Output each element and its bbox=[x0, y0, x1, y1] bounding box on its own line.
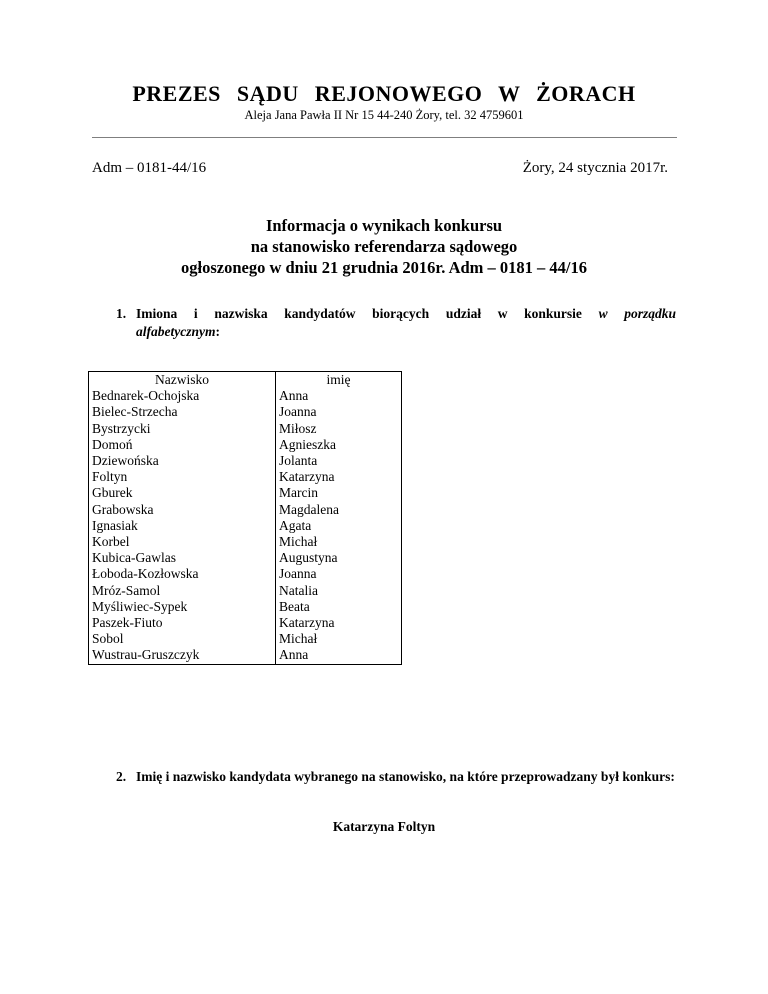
surname-cell: Sobol bbox=[89, 631, 276, 647]
table-row bbox=[89, 485, 402, 501]
surname-cell: Wustrau-Gruszczyk bbox=[89, 647, 276, 664]
first-name-cell: Katarzyna bbox=[276, 469, 402, 485]
surname-cell: Grabowska bbox=[89, 502, 276, 518]
table-row bbox=[89, 631, 402, 647]
document-title bbox=[0, 215, 768, 278]
first-name-cell: Augustyna bbox=[276, 550, 402, 566]
table-row bbox=[89, 566, 402, 582]
table-row bbox=[89, 534, 402, 550]
court-header-title: PREZES SĄDU REJONOWEGO W ŻORACH bbox=[132, 81, 636, 106]
case-number: Adm – 0181-44/16 bbox=[92, 160, 207, 176]
table-row bbox=[89, 599, 402, 615]
place-date: Żory, 24 stycznia 2017r. bbox=[522, 160, 668, 176]
first-name-cell: Katarzyna bbox=[276, 615, 402, 631]
first-name-cell: Agata bbox=[276, 518, 402, 534]
first-name-cell: Magdalena bbox=[276, 502, 402, 518]
surname-cell: Paszek-Fiuto bbox=[89, 615, 276, 631]
court-address: Aleja Jana Pawła II Nr 15 44-240 Żory, tel. 32 4759601 bbox=[244, 108, 524, 122]
surname-cell: Łoboda-Kozłowska bbox=[89, 566, 276, 582]
first-name-cell: Natalia bbox=[276, 583, 402, 599]
table-row bbox=[89, 404, 402, 420]
header-divider bbox=[92, 137, 677, 138]
table-row bbox=[89, 647, 402, 664]
section-1-line-1 bbox=[136, 305, 676, 323]
table-header-row bbox=[89, 372, 402, 389]
candidates-table-body bbox=[89, 388, 402, 664]
table-row bbox=[89, 615, 402, 631]
table-row bbox=[89, 388, 402, 404]
section-2-text: Imię i nazwisko kandydata wybranego na stanowisko, na które przeprowadzany był konkurs: bbox=[136, 769, 675, 784]
section-2 bbox=[92, 768, 676, 786]
title-line-1: Informacja o wynikach konkursu bbox=[265, 216, 503, 235]
candidates-table bbox=[88, 371, 402, 665]
surname-cell: Bielec-Strzecha bbox=[89, 404, 276, 420]
surname-cell: Mróz-Samol bbox=[89, 583, 276, 599]
first-name-cell: Beata bbox=[276, 599, 402, 615]
first-name-cell: Joanna bbox=[276, 404, 402, 420]
title-line-3: ogłoszonego w dniu 21 grudnia 2016r. Adm – 0181 – 44/16 bbox=[181, 258, 587, 277]
first-name-cell: Marcin bbox=[276, 485, 402, 501]
section-1-text: Imiona i nazwiska kandydatów biorących udział w konkursie bbox=[136, 306, 582, 321]
section-1-number: 1. bbox=[116, 306, 127, 321]
first-name-cell: Anna bbox=[276, 647, 402, 664]
first-name-cell: Michał bbox=[276, 631, 402, 647]
first-name-cell: Michał bbox=[276, 534, 402, 550]
table-row bbox=[89, 518, 402, 534]
first-name-cell: Anna bbox=[276, 388, 402, 404]
first-name-cell: Joanna bbox=[276, 566, 402, 582]
surname-cell: Dziewońska bbox=[89, 453, 276, 469]
table-row bbox=[89, 583, 402, 599]
surname-cell: Bystrzycki bbox=[89, 421, 276, 437]
table-row bbox=[89, 437, 402, 453]
table-row bbox=[89, 550, 402, 566]
section-1-colon: : bbox=[215, 324, 220, 339]
column-header-first-name: imię bbox=[276, 372, 402, 389]
surname-cell: Bednarek-Ochojska bbox=[89, 388, 276, 404]
first-name-cell: Miłosz bbox=[276, 421, 402, 437]
table-row bbox=[89, 469, 402, 485]
selected-candidate: Katarzyna Foltyn bbox=[332, 819, 436, 834]
title-line-2: na stanowisko referendarza sądowego bbox=[250, 237, 518, 256]
column-header-surname: Nazwisko bbox=[89, 372, 276, 389]
surname-cell: Foltyn bbox=[89, 469, 276, 485]
table-row bbox=[89, 421, 402, 437]
surname-cell: Myśliwiec-Sypek bbox=[89, 599, 276, 615]
surname-cell: Ignasiak bbox=[89, 518, 276, 534]
section-1-italic-a: w porządku bbox=[598, 306, 676, 321]
first-name-cell: Agnieszka bbox=[276, 437, 402, 453]
section-2-number: 2. bbox=[116, 769, 127, 784]
first-name-cell: Jolanta bbox=[276, 453, 402, 469]
surname-cell: Domoń bbox=[89, 437, 276, 453]
section-1 bbox=[92, 305, 676, 341]
surname-cell: Kubica-Gawlas bbox=[89, 550, 276, 566]
table-row bbox=[89, 453, 402, 469]
surname-cell: Gburek bbox=[89, 485, 276, 501]
section-1-italic-b: alfabetycznym bbox=[136, 324, 216, 339]
surname-cell: Korbel bbox=[89, 534, 276, 550]
table-row bbox=[89, 502, 402, 518]
